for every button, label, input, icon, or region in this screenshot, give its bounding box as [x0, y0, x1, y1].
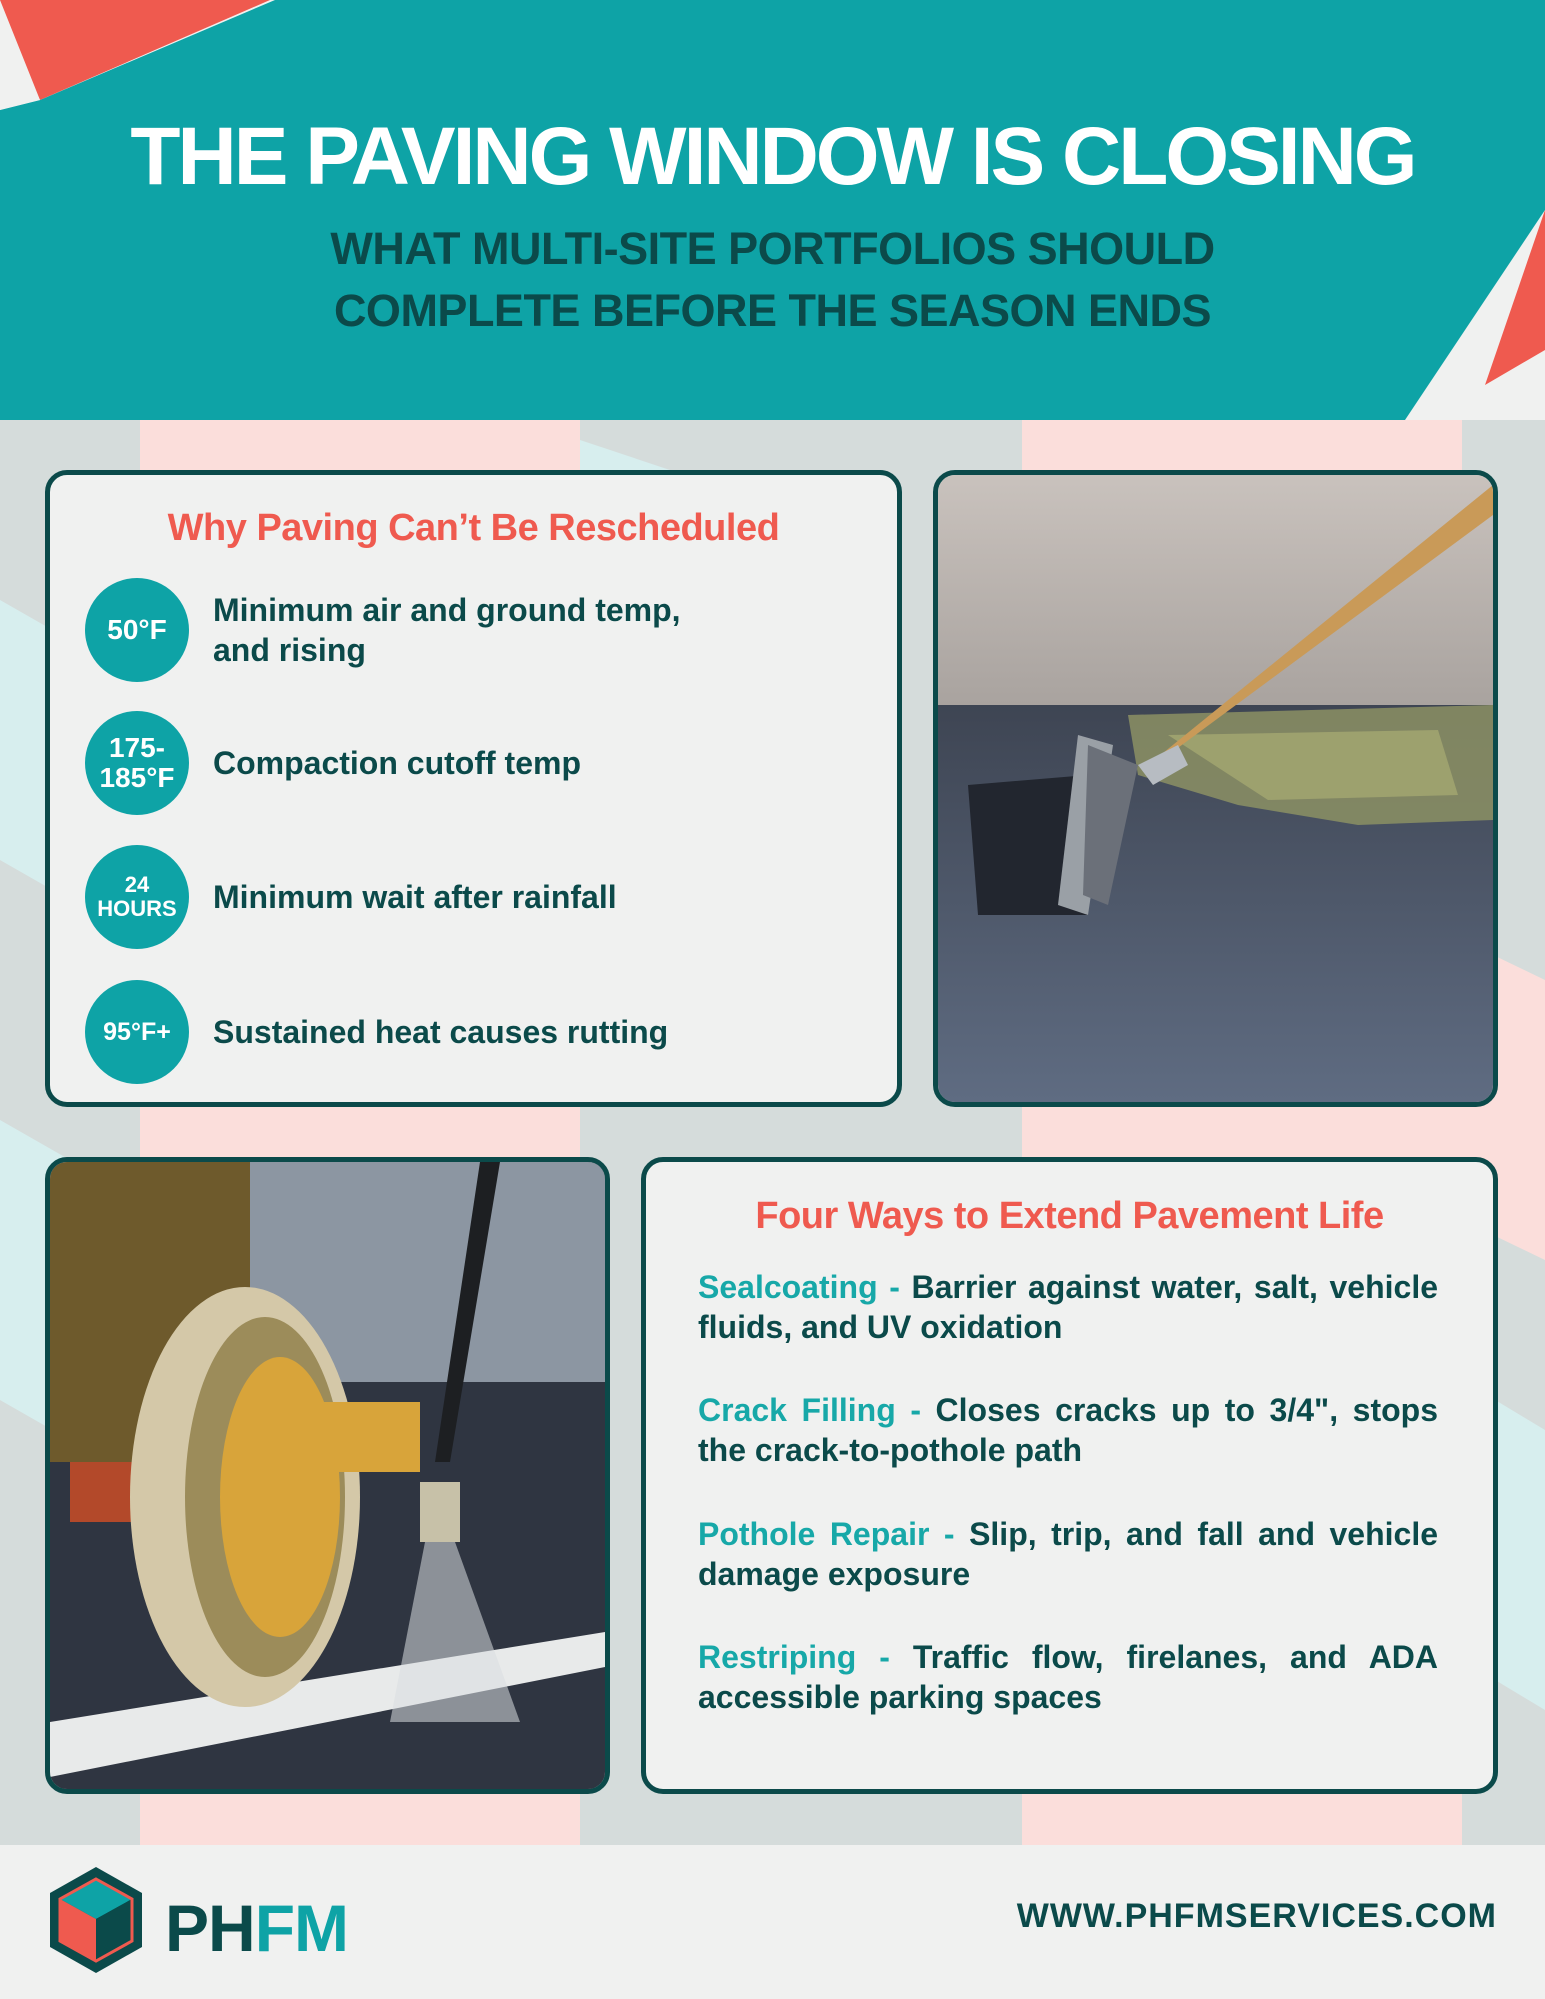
fact-badge: 95°F+	[85, 980, 189, 1084]
why-paving-card	[45, 470, 902, 1107]
fact-item	[85, 980, 865, 1084]
way-description: Slip, trip, and fall and vehicle damage exposure	[698, 1516, 1439, 1592]
way-name: Crack Filling -	[698, 1392, 921, 1428]
striping-machine-photo	[45, 1157, 610, 1794]
ways-card-title: Four Ways to Extend Pavement Life	[755, 1195, 1384, 1237]
sealcoating-photo	[933, 470, 1498, 1107]
footer	[0, 1845, 1545, 1999]
cube-logo-icon	[46, 1865, 146, 1975]
fact-item	[85, 578, 865, 682]
sealcoating-image	[938, 475, 1493, 1102]
way-name: Restriping -	[698, 1639, 890, 1675]
way-name: Pothole Repair -	[698, 1516, 955, 1552]
way-item-crack-filling	[698, 1390, 1438, 1470]
fact-text: Minimum air and ground temp, and rising	[213, 592, 681, 668]
fact-badge: 175- 185°F	[85, 711, 189, 815]
subtitle-line-2: COMPLETE BEFORE THE SEASON ENDS	[333, 285, 1212, 336]
striping-machine-image	[50, 1162, 605, 1789]
corner-accent-top-left	[0, 0, 280, 110]
way-item-pothole-repair	[698, 1514, 1438, 1594]
website-url[interactable]: WWW.PHFMSERVICES.COM	[1016, 1897, 1497, 1935]
header-banner	[0, 0, 1545, 420]
fact-item	[85, 711, 865, 815]
fact-text: Minimum wait after rainfall	[213, 879, 617, 915]
way-description: Traffic flow, firelanes, and ADA accessible parking spaces	[698, 1639, 1439, 1715]
corner-accent-top-right	[1405, 0, 1545, 420]
fact-item	[85, 845, 865, 949]
extend-pavement-card	[641, 1157, 1498, 1794]
subtitle-line-1: WHAT MULTI-SITE PORTFOLIOS SHOULD	[330, 223, 1215, 274]
fact-badge: 24 HOURS	[85, 845, 189, 949]
way-description: Barrier against water, salt, vehicle fluids, and UV oxidation	[698, 1269, 1439, 1345]
fact-text: Compaction cutoff temp	[213, 745, 581, 781]
fact-badge: 50°F	[85, 578, 189, 682]
fact-text: Sustained heat causes rutting	[213, 1014, 669, 1050]
way-item-restriping	[698, 1637, 1438, 1717]
brand-logo-text: PHFM	[165, 1891, 348, 1965]
way-description: Closes cracks up to 3/4", stops the crack-to-pothole path	[698, 1392, 1438, 1468]
way-name: Sealcoating -	[698, 1269, 900, 1305]
why-card-title: Why Paving Can’t Be Rescheduled	[167, 507, 780, 549]
way-item-sealcoating	[698, 1267, 1438, 1347]
page-subtitle	[0, 218, 1545, 342]
page-title: THE PAVING WINDOW IS CLOSING	[130, 111, 1415, 202]
